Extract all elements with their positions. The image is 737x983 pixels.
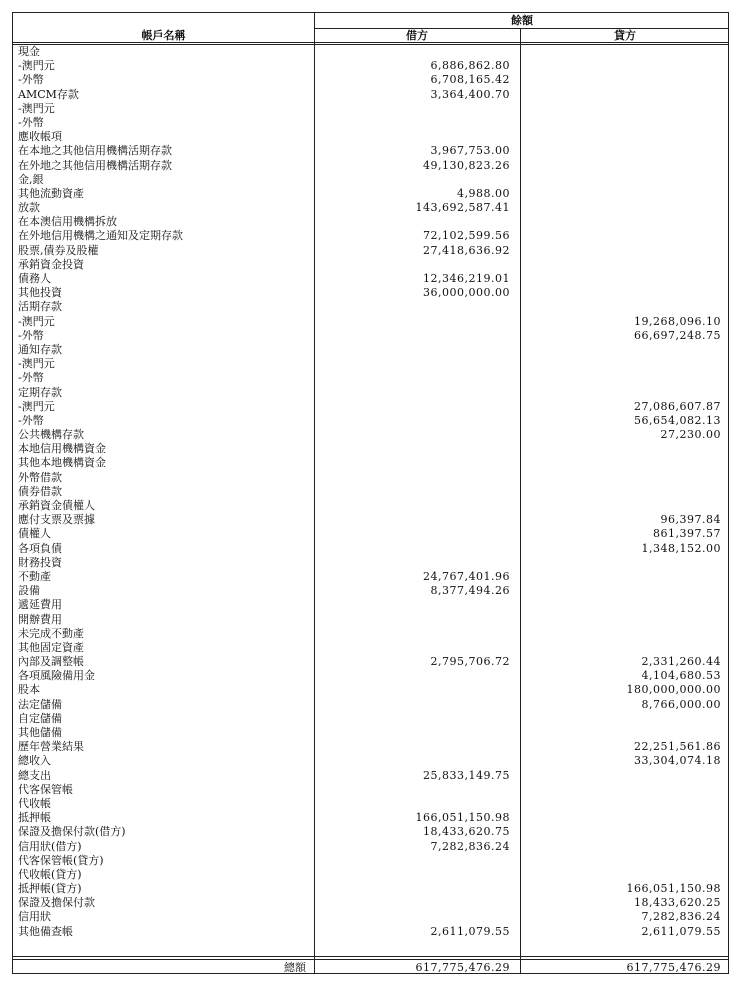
debit-value: 25,833,149.75: [423, 768, 510, 782]
account-name: 信用狀(借方): [18, 839, 82, 853]
table-row: [13, 215, 730, 229]
table-row: [13, 173, 730, 187]
table-row: [13, 698, 730, 712]
credit-value: 56,654,082.13: [634, 413, 721, 427]
table-row: [13, 456, 730, 470]
table-row: [13, 272, 730, 286]
table-row: [13, 556, 730, 570]
table-row: [13, 471, 730, 485]
table-row: [13, 485, 730, 499]
account-name: 抵押帳: [18, 811, 51, 825]
debit-value: 36,000,000.00: [423, 286, 510, 300]
account-name: 設備: [18, 584, 40, 598]
account-name: 代客保管帳(貸方): [18, 853, 104, 867]
account-name: 總支出: [18, 768, 51, 782]
account-name: 通知存款: [18, 342, 62, 356]
account-name: 承銷資金投資: [18, 257, 84, 271]
account-name: 保證及擔保付款: [18, 896, 95, 910]
account-name: 各項風險備用金: [18, 669, 95, 683]
debit-value: 49,130,823.26: [423, 158, 510, 172]
debit-value: 6,886,862.80: [430, 59, 510, 73]
table-row: [13, 754, 730, 768]
account-name: 在外地之其他信用機構活期存款: [18, 158, 172, 172]
account-name: 代收帳(貸方): [18, 867, 82, 881]
account-name: -澳門元: [18, 59, 55, 73]
debit-value: 8,377,494.26: [430, 584, 510, 598]
table-row: [13, 144, 730, 158]
account-name: 代客保管帳: [18, 782, 73, 796]
account-name: 其他固定資產: [18, 640, 84, 654]
total-credit: 617,775,476.29: [626, 961, 721, 974]
account-name: 內部及調整帳: [18, 655, 84, 669]
total-row: [13, 961, 730, 974]
table-row: [13, 840, 730, 854]
table-row: [13, 769, 730, 783]
table-row: [13, 811, 730, 825]
table-row: [13, 428, 730, 442]
credit-value: 27,086,607.87: [634, 399, 721, 413]
table-row: [13, 868, 730, 882]
account-name: -澳門元: [18, 399, 55, 413]
debit-value: 72,102,599.56: [423, 229, 510, 243]
account-name: 其他流動資產: [18, 186, 84, 200]
table-row: [13, 783, 730, 797]
account-name: 總收入: [18, 754, 51, 768]
account-name: 其他備查帳: [18, 924, 73, 938]
table-row: [13, 400, 730, 414]
account-name: 在本澳信用機構拆放: [18, 215, 117, 229]
account-name: 法定儲備: [18, 697, 62, 711]
account-name: -外幣: [18, 328, 44, 342]
credit-value: 4,104,680.53: [641, 669, 721, 683]
table-row: [13, 442, 730, 456]
credit-value: 861,397.57: [653, 527, 721, 541]
account-name: 財務投資: [18, 555, 62, 569]
account-name: -外幣: [18, 73, 44, 87]
account-name: -外幣: [18, 413, 44, 427]
table-row: [13, 641, 730, 655]
total-rule-bottom: [13, 959, 728, 960]
debit-value: 18,433,620.75: [423, 825, 510, 839]
debit-value: 3,967,753.00: [430, 144, 510, 158]
table-row: [13, 613, 730, 627]
account-name: 其他儲備: [18, 726, 62, 739]
table-row: [13, 797, 730, 811]
account-name: -澳門元: [18, 357, 55, 371]
account-name: 活期存款: [18, 300, 62, 314]
table-row: [13, 59, 730, 73]
table-row: [13, 286, 730, 300]
account-name: AMCM存款: [18, 87, 79, 101]
table-row: [13, 740, 730, 754]
table-row: [13, 584, 730, 598]
table-row: [13, 102, 730, 116]
account-name-header: 帳戶名稱: [141, 29, 186, 42]
table-row: [13, 910, 730, 924]
credit-value: 8,766,000.00: [641, 697, 721, 711]
total-label: 總額: [284, 961, 306, 974]
account-name: 金,銀: [18, 172, 44, 186]
table-row: [13, 244, 730, 258]
debit-value: 3,364,400.70: [430, 87, 510, 101]
account-name: 自定儲備: [18, 711, 62, 725]
balance-sheet-table: [12, 12, 729, 974]
debit-value: 7,282,836.24: [430, 839, 510, 853]
table-row: [13, 882, 730, 896]
credit-value: 27,230.00: [660, 428, 721, 442]
account-name: 信用狀: [18, 910, 51, 924]
account-name: 債務人: [18, 272, 51, 285]
account-name: 其他本地機構資金: [18, 456, 106, 470]
account-name: 抵押帳(貸方): [18, 882, 82, 896]
debit-header: 借方: [406, 29, 428, 42]
table-row: [13, 386, 730, 400]
debit-value: 166,051,150.98: [415, 811, 510, 825]
table-row: [13, 329, 730, 343]
account-name: 在外地信用機構之通知及定期存款: [18, 229, 183, 243]
table-row: [13, 159, 730, 173]
account-name: 代收帳: [18, 796, 51, 810]
account-name: 定期存款: [18, 385, 62, 399]
table-row: [13, 300, 730, 314]
credit-value: 33,304,074.18: [634, 754, 721, 768]
credit-value: 7,282,836.24: [641, 910, 721, 924]
account-name: 歷年營業結果: [18, 740, 84, 754]
account-name: -澳門元: [18, 314, 55, 328]
account-name: 公共機構存款: [18, 428, 84, 442]
table-row: [13, 513, 730, 527]
account-name: 在本地之其他信用機構活期存款: [18, 144, 172, 158]
credit-value: 22,251,561.86: [634, 740, 721, 754]
table-row: [13, 315, 730, 329]
credit-value: 19,268,096.10: [634, 314, 721, 328]
account-name: 應付支票及票據: [18, 513, 95, 527]
table-row: [13, 499, 730, 513]
table-row: [13, 343, 730, 357]
table-row: [13, 825, 730, 839]
table-row: [13, 201, 730, 215]
table-row: [13, 229, 730, 243]
account-name: 股本: [18, 683, 40, 697]
account-name: 債權人: [18, 527, 51, 541]
balance-header: 餘額: [511, 14, 533, 27]
account-name: 放款: [18, 201, 40, 215]
credit-value: 1,348,152.00: [641, 541, 721, 555]
table-row: [13, 683, 730, 697]
table-row: [13, 73, 730, 87]
account-name: 本地信用機構資金: [18, 442, 106, 456]
table-row: [13, 598, 730, 612]
credit-value: 166,051,150.98: [626, 882, 721, 896]
table-row: [13, 627, 730, 641]
table-row: [13, 88, 730, 102]
table-row: [13, 712, 730, 726]
table-row: [13, 655, 730, 669]
credit-value: 66,697,248.75: [634, 328, 721, 342]
table-row: [13, 669, 730, 683]
account-name: -外幣: [18, 371, 44, 385]
account-name: 未完成不動產: [18, 626, 84, 640]
table-row: [13, 527, 730, 541]
credit-value: 2,331,260.44: [641, 655, 721, 669]
table-body: [13, 45, 730, 939]
account-name: 開辦費用: [18, 612, 62, 626]
table-row: [13, 414, 730, 428]
account-name: 其他投資: [18, 286, 62, 300]
table-row: [13, 726, 730, 740]
account-name: 股票,債券及股權: [18, 243, 99, 257]
credit-value: 18,433,620.25: [634, 896, 721, 910]
debit-value: 24,767,401.96: [423, 569, 510, 583]
debit-value: 143,692,587.41: [415, 201, 510, 215]
table-row: [13, 187, 730, 201]
table-row: [13, 896, 730, 910]
table-row: [13, 925, 730, 939]
table-row: [13, 542, 730, 556]
credit-value: 2,611,079.55: [641, 924, 721, 938]
table-row: [13, 371, 730, 385]
debit-value: 12,346,219.01: [423, 272, 510, 285]
debit-value: 2,611,079.55: [430, 924, 510, 938]
credit-value: 96,397.84: [660, 513, 721, 527]
table-row: [13, 854, 730, 868]
credit-header: 貸方: [614, 29, 636, 42]
table-row: [13, 130, 730, 144]
debit-value: 27,418,636.92: [423, 243, 510, 257]
credit-value: 180,000,000.00: [626, 683, 721, 697]
table-row: [13, 570, 730, 584]
account-name: 現金: [18, 45, 40, 58]
account-name: 不動產: [18, 569, 51, 583]
account-name: 債券借款: [18, 484, 62, 498]
table-row: [13, 45, 730, 59]
table-row: [13, 116, 730, 130]
account-name: -澳門元: [18, 101, 55, 115]
account-name: 保證及擔保付款(借方): [18, 825, 126, 839]
table-row: [13, 357, 730, 371]
account-name: 外幣借款: [18, 470, 62, 484]
total-debit: 617,775,476.29: [415, 961, 510, 974]
debit-value: 4,988.00: [457, 186, 510, 200]
account-name: 應收帳項: [18, 130, 62, 144]
debit-value: 2,795,706.72: [430, 655, 510, 669]
table-row: [13, 258, 730, 272]
total-rule-top: [13, 956, 728, 957]
account-name: -外幣: [18, 115, 44, 129]
account-name: 各項負債: [18, 541, 62, 555]
account-name: 承銷資金債權人: [18, 499, 95, 512]
debit-value: 6,708,165.42: [430, 73, 510, 87]
account-name: 遞延費用: [18, 598, 62, 612]
